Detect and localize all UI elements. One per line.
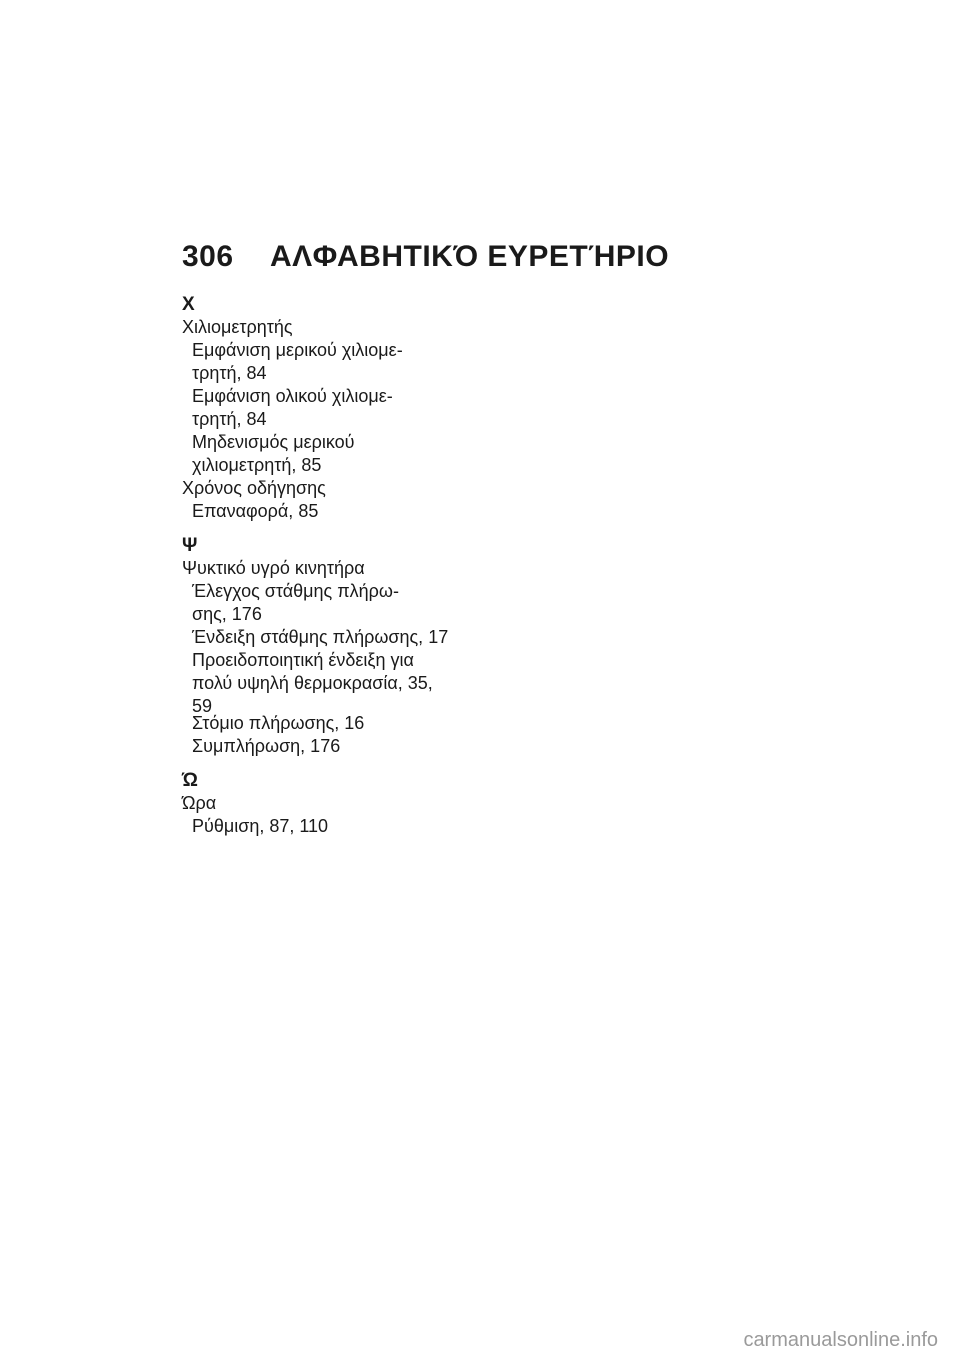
index-entry	[182, 792, 482, 838]
index-entry	[182, 316, 482, 477]
index-entry	[182, 557, 482, 758]
index-subentry: Μηδενισμός μερικού	[192, 432, 355, 452]
index-term: Χιλιομετρητής	[182, 317, 293, 337]
section-letter: Χ	[182, 294, 195, 315]
index-subentry: Εμφάνιση μερικού χιλιομε-	[192, 340, 403, 360]
index-section-psi	[182, 535, 482, 758]
index-subentry: Ρύθμιση, 87, 110	[192, 816, 329, 836]
index-subentry: σης, 176	[192, 604, 262, 624]
index-subentry: Επαναφορά, 85	[192, 501, 319, 521]
section-letter: Ώ	[182, 770, 198, 791]
page-title: ΑΛΦΑΒΗΤΙΚΌ ΕΥΡΕΤΉΡΙΟ	[270, 240, 670, 273]
index-body	[182, 294, 482, 838]
index-subentry: τρητή, 84	[192, 363, 267, 383]
index-entry	[182, 477, 482, 523]
index-subentry: πολύ υψηλή θερμοκρασία, 35,	[192, 673, 433, 693]
index-subentry: Συμπλήρωση, 176	[192, 736, 341, 756]
watermark: carmanualsonline.info	[743, 1329, 938, 1351]
index-subentry: χιλιομετρητή, 85	[192, 455, 322, 475]
index-section-omega	[182, 770, 482, 838]
index-term: Ώρα	[182, 793, 217, 813]
index-subentry: τρητή, 84	[192, 409, 267, 429]
index-section-chi	[182, 294, 482, 523]
index-term: Ψυκτικό υγρό κινητήρα	[182, 558, 365, 578]
index-term: Χρόνος οδήγησης	[182, 478, 326, 498]
page-number: 306	[182, 240, 234, 273]
index-subentry: Προειδοποιητική ένδειξη για	[192, 650, 414, 670]
index-subentry: 59	[192, 696, 213, 716]
section-letter: Ψ	[182, 535, 198, 556]
page-header	[182, 240, 669, 274]
index-subentry: Εμφάνιση ολικού χιλιομε-	[192, 386, 393, 406]
index-subentry: Ένδειξη στάθμης πλήρωσης, 17	[192, 627, 449, 647]
index-subentry: Στόμιο πλήρωσης, 16	[192, 713, 365, 733]
index-subentry: Έλεγχος στάθμης πλήρω-	[192, 581, 399, 601]
